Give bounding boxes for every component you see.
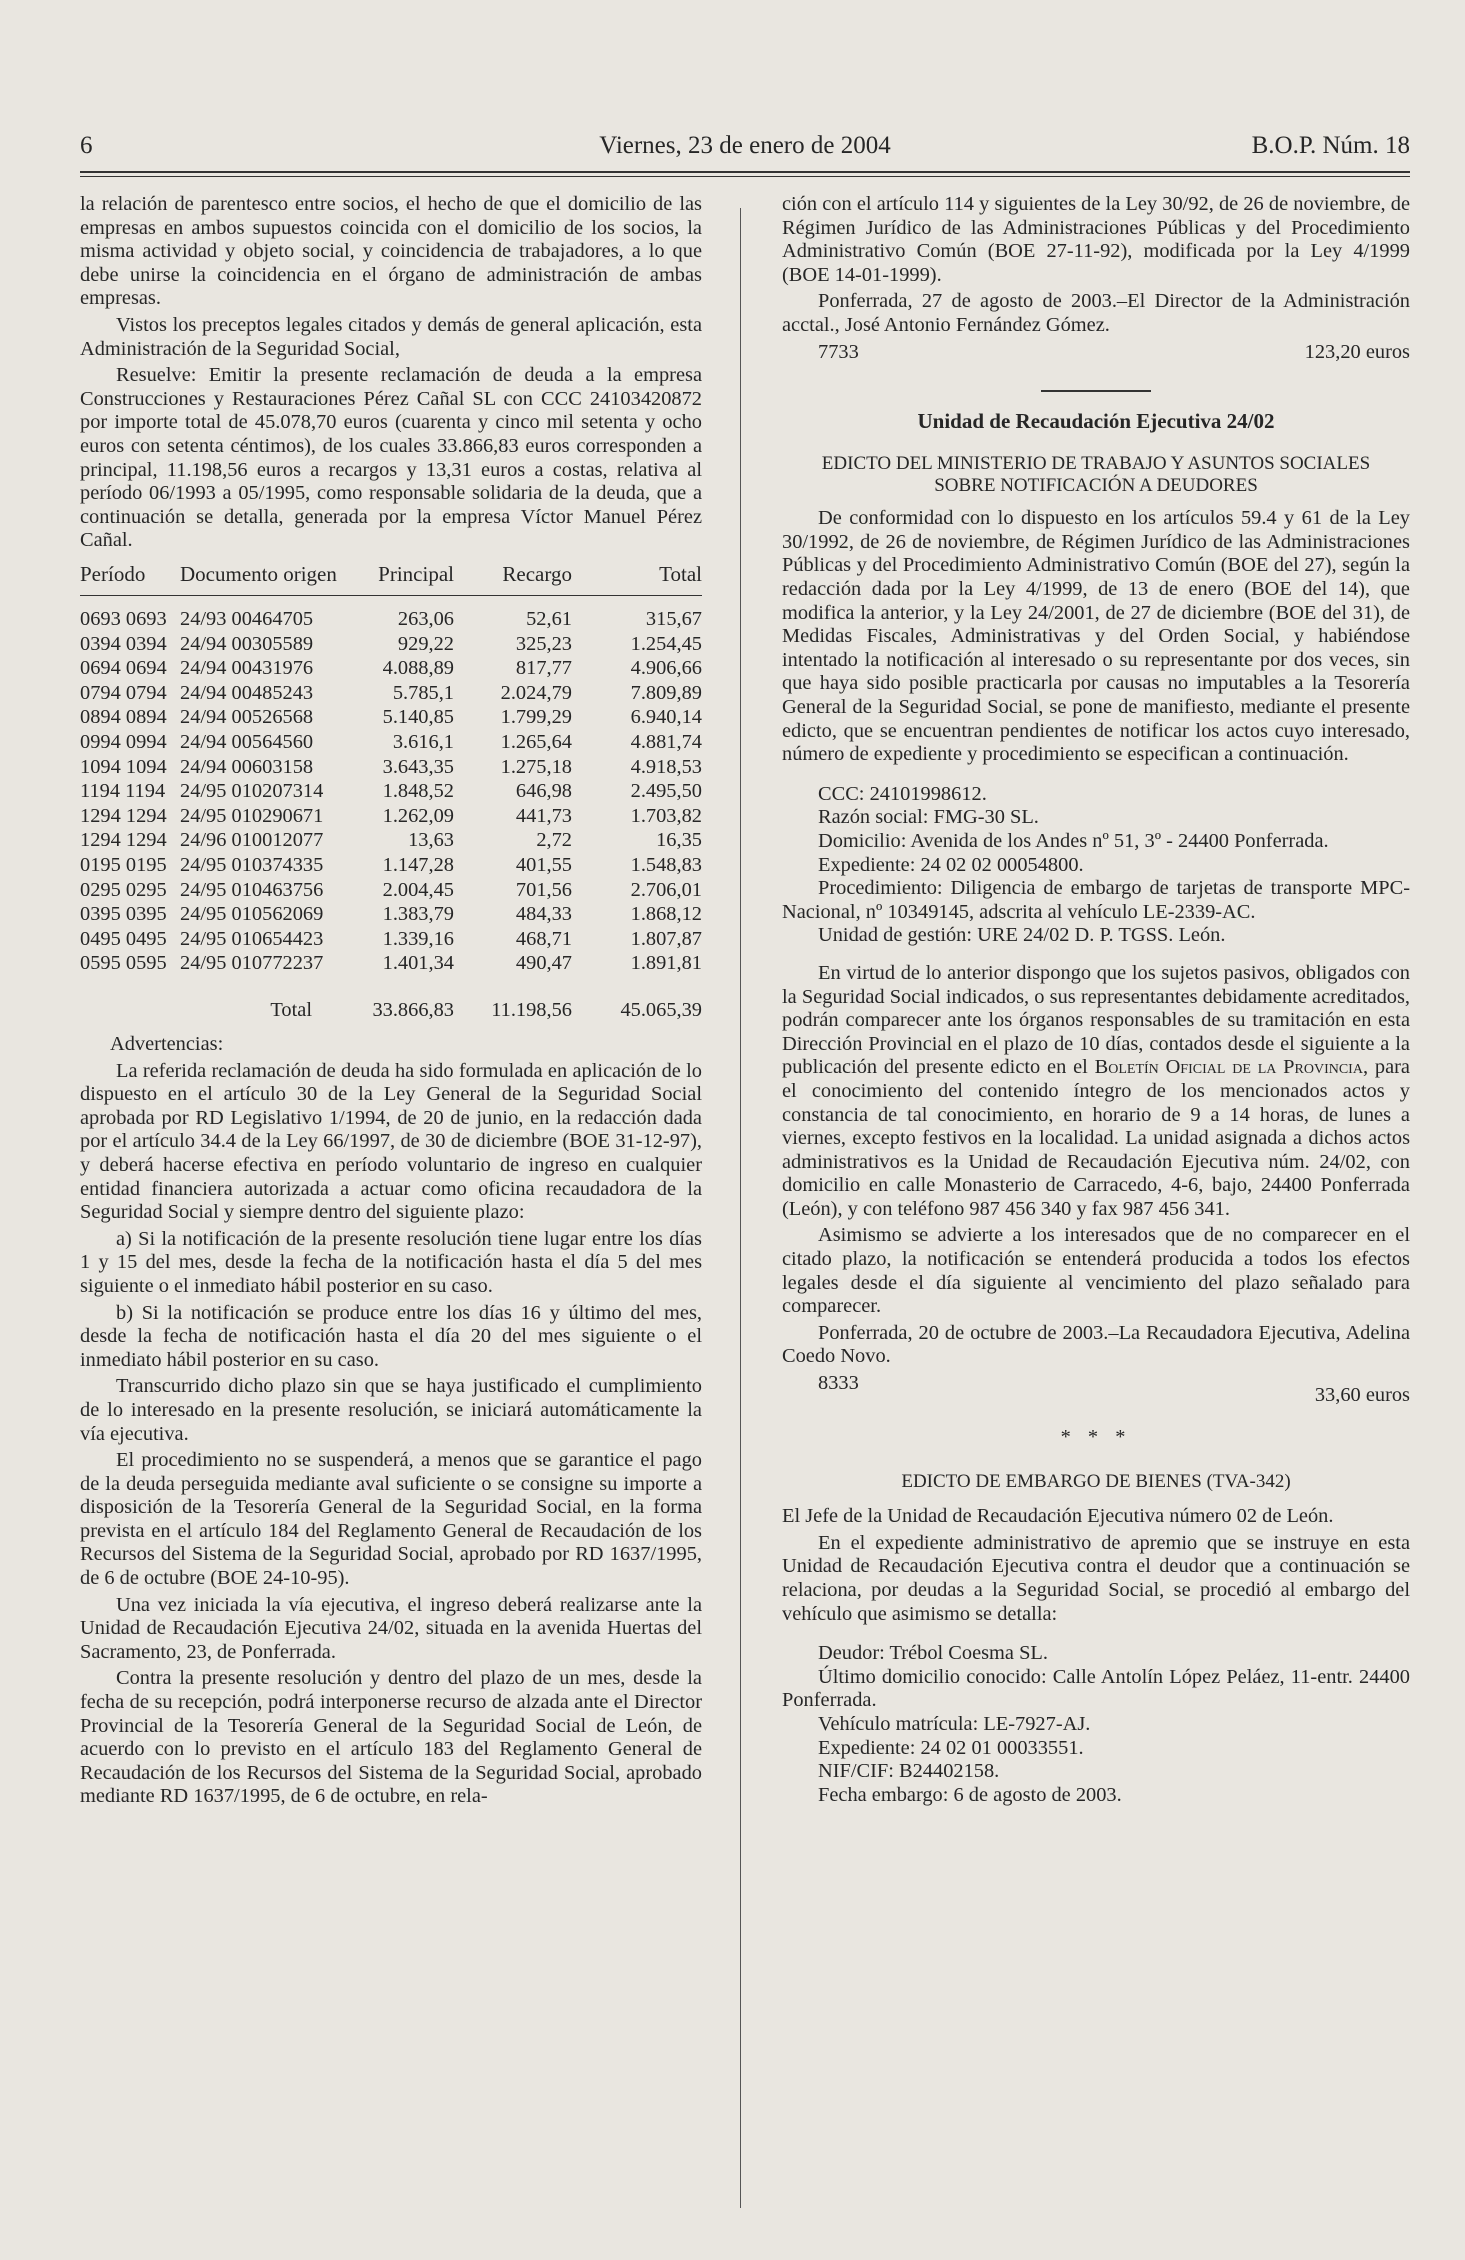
edict-2-title: EDICTO DE EMBARGO DE BIENES (TVA-342) — [901, 1471, 1291, 1493]
debt-table — [80, 563, 702, 1029]
cell-principal: 1.383,79 — [382, 903, 454, 926]
table-row — [80, 755, 702, 780]
edict-2-body: En el expediente administrativo de apremio que se instruye en esta Unidad de Recaudación Ejecutiva contra el deudor que a continuación se relaciona, por deudas a la Seguridad Social, se procedió al embargo del vehículo que asimismo se detalla: — [782, 1531, 1410, 1625]
table-row — [80, 681, 702, 706]
cell-principal: 1.401,34 — [382, 952, 454, 975]
cell-documento: 24/95 010207314 — [180, 780, 324, 803]
cell-total: 4.881,74 — [630, 730, 702, 753]
cell-total: 1.891,81 — [630, 952, 702, 975]
cell-recargo: 2.024,79 — [500, 681, 572, 704]
reference-1 — [782, 341, 1410, 365]
advertencia-paragraph: Una vez iniciada la vía ejecutiva, el ingreso deberá realizarse ante la Unidad de Recaudación Ejecutiva 24/02, situada en la avenida Huertas del Sacramento, 23, de Ponferrada. — [80, 1593, 702, 1663]
table-row — [80, 878, 702, 903]
intro-paragraph: Vistos los preceptos legales citados y demás de general aplicación, esta Administración de la Seguridad Social, — [80, 313, 702, 360]
column-divider — [740, 208, 741, 2208]
table-row — [80, 829, 702, 854]
publication-number: B.O.P. Núm. 18 — [1251, 132, 1410, 159]
detail-nif: NIF/CIF: B24402158. — [818, 1760, 1000, 1783]
detail-domicilio: Último domicilio conocido: Calle Antolín López Peláez, 11-entr. 24400 Ponferrada. — [782, 1665, 1410, 1712]
right-column — [782, 193, 1410, 1807]
cell-documento: 24/94 00564560 — [180, 730, 314, 753]
detail-razon-social: Razón social: FMG-30 SL. — [818, 806, 1039, 829]
advertencia-paragraph: b) Si la notificación se produce entre los días 16 y último del mes, desde la fecha de notificación hasta el día 20 del mes siguiente o el inmediato hábil posterior en su caso. — [80, 1301, 702, 1371]
cell-periodo: 0595 0595 — [80, 952, 167, 975]
total-total: 45.065,39 — [620, 998, 702, 1021]
total-principal: 33.866,83 — [372, 998, 454, 1021]
cell-principal: 13,63 — [408, 829, 454, 852]
cell-total: 315,67 — [645, 608, 702, 630]
cell-documento: 24/95 010654423 — [180, 927, 324, 950]
cell-recargo: 52,61 — [526, 608, 572, 630]
cell-recargo: 401,55 — [515, 853, 572, 876]
advertencia-paragraph: La referida reclamación de deuda ha sido formulada en aplicación de lo dispuesto en el artículo 30 de la Ley General de la Seguridad Social aprobada por RD Legislativo 1/1994, de 20 de junio, en la redacción dada por el artículo 34.4 de la Ley 66/1997, de 30 de diciembre (BOE 31-12-97), y deberá hacerse efectiva en período voluntario de ingreso en cualquier entidad financiera autorizada a actuar como oficina recaudadora de la Seguridad Social y siempre dentro del siguiente plazo: — [80, 1059, 702, 1224]
issue-date: Viernes, 23 de enero de 2004 — [599, 132, 891, 159]
edict-1-body: De conformidad con lo dispuesto en los artículos 59.4 y 61 de la Ley 30/1992, de 26 de noviembre, de Régimen Jurídico de las Administraciones Públicas y del Procedimiento Administrativo Común (BOE del 27), según la redacción dada por la Ley 4/1999, de 13 de enero (BOE del 14), que modifica la anterior, y la Ley 24/2001, de 27 de diciembre (BOE del 31), de Medidas Fiscales, Administrativas y del Orden Social, y habiéndose intentado la notificación al interesado o su representante por dos veces, sin que haya sido posible practicarla por causas no imputables a la Tesorería General de la Seguridad Social, se pone de manifiesto, mediante el presente edicto, que se encuentran pendientes de notificar los actos cuyo interesado, número de expediente y procedimiento se especifican a continuación. — [782, 507, 1410, 766]
cell-documento: 24/94 00485243 — [180, 681, 314, 704]
separator-stars: * * * — [1060, 1425, 1132, 1448]
table-total-row — [80, 976, 702, 1029]
cell-periodo: 0794 0794 — [80, 681, 167, 704]
edict-1-paragraph — [782, 962, 1410, 1222]
cell-documento: 24/94 00526568 — [180, 706, 314, 729]
cell-principal: 1.262,09 — [382, 804, 454, 827]
cell-documento: 24/93 00464705 — [180, 608, 314, 630]
cell-periodo: 0395 0395 — [80, 903, 167, 926]
cell-documento: 24/95 010772237 — [180, 952, 324, 975]
detail-expediente: Expediente: 24 02 01 00033551. — [818, 1736, 1084, 1759]
reference-amount: 33,60 euros — [1314, 1384, 1410, 1407]
col-header-periodo: Período — [80, 563, 180, 595]
cell-principal: 3.616,1 — [392, 730, 454, 753]
cell-periodo: 1294 1294 — [80, 804, 167, 827]
cell-recargo: 2,72 — [536, 829, 572, 852]
table-row — [80, 927, 702, 952]
cell-periodo: 0195 0195 — [80, 853, 167, 876]
col-header-recargo: Recargo — [454, 563, 572, 595]
paragraph-text: , para el conocimiento del contenido íntegro de los mencionados actos y constancia de tal conocimiento, en horario de 9 a 14 horas, de lunes a viernes, excepto festivos en la localidad. La unidad asignada a dichos actos administrativos es la Unidad de Recaudación Ejecutiva núm. 24/02, con domicilio en calle Monasterio de Carracedo, 4-6, bajo, 24400 Ponferrada (León), y con teléfono 987 456 340 y fax 987 456 341. — [782, 1056, 1410, 1220]
edict-1-title-line: EDICTO DEL MINISTERIO DE TRABAJO Y ASUNTOS SOCIALES — [821, 453, 1371, 475]
intro-paragraph: la relación de parentesco entre socios, el hecho de que el domicilio de las empresas en ambos supuestos coincida con el domicilio de los socios, la misma actividad y objeto social, y coincidencia de trabajadores, a lo que debe unirse la coincidencia en el órgano de administración de ambas empresas. — [80, 193, 702, 310]
detail-domicilio: Domicilio: Avenida de los Andes nº 51, 3º - 24400 Ponferrada. — [818, 829, 1329, 852]
cell-recargo: 484,33 — [515, 903, 572, 926]
cell-periodo: 0694 0694 — [80, 657, 167, 680]
edict-2-intro: El Jefe de la Unidad de Recaudación Ejecutiva número 02 de León. — [782, 1505, 1334, 1528]
edict-1-title — [782, 453, 1410, 497]
table-row — [80, 903, 702, 928]
cell-total: 6.940,14 — [630, 706, 702, 729]
cell-principal: 263,06 — [397, 608, 454, 630]
detail-ccc: CCC: 24101998612. — [818, 782, 987, 805]
cell-documento: 24/94 00305589 — [180, 632, 314, 655]
reference-2 — [782, 1372, 1410, 1407]
cell-recargo: 1.799,29 — [500, 706, 572, 729]
cell-total: 1.807,87 — [630, 927, 702, 950]
signature-1: Ponferrada, 27 de agosto de 2003.–El Director de la Administración acctal., José Antonio Fernández Gómez. — [782, 290, 1410, 336]
table-row — [80, 804, 702, 829]
cell-total: 4.918,53 — [630, 755, 702, 778]
table-row — [80, 952, 702, 977]
cell-total: 2.495,50 — [630, 780, 702, 803]
table-row — [80, 730, 702, 755]
cell-documento: 24/95 010562069 — [180, 903, 324, 926]
bulletin-name: Boletín Oficial de la Provincia — [1094, 1056, 1363, 1079]
cell-total: 16,35 — [656, 829, 702, 852]
col-header-total: Total — [572, 563, 702, 595]
resolution-paragraph: Resuelve: Emitir la presente reclamación de deuda a la empresa Construcciones y Restauraciones Pérez Cañal SL con CCC 24103420872 por importe total de 45.078,70 euros (cuarenta y cinco mil setenta y ocho euros con setenta céntimos), de los cuales 33.866,83 euros corresponden a principal, 11.198,56 euros a recargos y 13,31 euros a costas, relativa al período 06/1993 a 05/1995, como responsable solidaria de la deuda, que a continuación se detalla, generada por la empresa Víctor Manuel Pérez Cañal. — [80, 364, 702, 552]
table-row — [80, 657, 702, 682]
detail-matricula: Vehículo matrícula: LE-7927-AJ. — [818, 1712, 1091, 1735]
section-divider — [1041, 390, 1151, 392]
detail-fecha-embargo: Fecha embargo: 6 de agosto de 2003. — [818, 1783, 1122, 1806]
detail-procedimiento: Procedimiento: Diligencia de embargo de tarjetas de transporte MPC-Nacional, nº 10349145, adscrita al vehículo LE-2339-AC. — [782, 877, 1410, 923]
cell-total: 1.703,82 — [630, 804, 702, 827]
total-label: Total — [270, 998, 312, 1021]
cell-periodo: 0994 0994 — [80, 730, 167, 753]
page-number: 6 — [80, 132, 93, 159]
advertencia-paragraph: Transcurrido dicho plazo sin que se haya justificado el cumplimiento de lo interesado en la presente resolución, se iniciará automáticamente la vía ejecutiva. — [80, 1375, 702, 1445]
cell-periodo: 1294 1294 — [80, 829, 167, 852]
cell-principal: 1.339,16 — [382, 927, 454, 950]
edict-1-paragraph: Asimismo se advierte a los interesados que de no comparecer en el citado plazo, la notificación se entenderá producida a todos los efectos legales desde el día siguiente al vencimiento del plazo señalado para comparecer. — [782, 1224, 1410, 1318]
page-header — [80, 132, 1410, 166]
col-header-documento: Documento origen — [180, 563, 338, 595]
cell-periodo: 1094 1094 — [80, 755, 167, 778]
cell-total: 1.254,45 — [630, 632, 702, 655]
cell-principal: 4.088,89 — [382, 657, 454, 680]
detail-expediente: Expediente: 24 02 02 00054800. — [818, 853, 1084, 876]
continuation-paragraph: ción con el artículo 114 y siguientes de la Ley 30/92, de 26 de noviembre, de Régimen Jurídico de las Administraciones Públicas y del Procedimiento Administrativo Común (BOE 27-11-92), modificada por la Ley 4/1999 (BOE 14-01-1999). — [782, 193, 1410, 286]
cell-periodo: 0495 0495 — [80, 927, 167, 950]
total-recargo: 11.198,56 — [491, 998, 572, 1021]
table-header-row — [80, 563, 702, 595]
cell-total: 2.706,01 — [630, 878, 702, 901]
edict-1-signature: Ponferrada, 20 de octubre de 2003.–La Recaudadora Ejecutiva, Adelina Coedo Novo. — [782, 1321, 1410, 1368]
section-title: Unidad de Recaudación Ejecutiva 24/02 — [917, 408, 1275, 433]
col-header-principal: Principal — [338, 563, 454, 595]
advertencia-paragraph: Contra la presente resolución y dentro del plazo de un mes, desde la fecha de su recepción, podrá interponerse recurso de alzada ante el Director Provincial de la Tesorería General de la Seguridad Social de León, de acuerdo con lo previsto en el artículo 183 del Reglamento General de Recaudación de los Recursos del Sistema de la Seguridad Social, aprobado mediante RD 1637/1995, de 6 de octubre, en rela- — [80, 1667, 702, 1808]
cell-principal: 5.140,85 — [382, 706, 454, 729]
reference-amount: 123,20 euros — [1304, 340, 1410, 363]
cell-principal: 1.147,28 — [382, 853, 454, 876]
table-row — [80, 632, 702, 657]
cell-periodo: 1194 1194 — [80, 780, 166, 803]
cell-principal: 1.848,52 — [382, 780, 454, 803]
cell-documento: 24/94 00603158 — [180, 755, 314, 778]
cell-recargo: 468,71 — [515, 927, 572, 950]
paragraph-text: En virtud de lo anterior dispongo que los sujetos pasivos, obligados con la Seguridad Social indicados, o sus representantes debidamente acreditados, podrán comparecer ante los órganos responsables de su tramitación en esta Dirección Provincial en el plazo de 10 días, contados desde el siguiente a la publicación del presente edicto en el — [782, 961, 1410, 1079]
cell-documento: 24/95 010463756 — [180, 878, 324, 901]
cell-periodo: 0295 0295 — [80, 878, 167, 901]
cell-recargo: 1.265,64 — [500, 730, 572, 753]
cell-recargo: 325,23 — [515, 632, 572, 655]
table-row — [80, 853, 702, 878]
cell-principal: 5.785,1 — [392, 681, 454, 704]
reference-number: 7733 — [818, 340, 859, 363]
cell-periodo: 0894 0894 — [80, 706, 167, 729]
table-row — [80, 595, 702, 632]
detail-deudor: Deudor: Trébol Coesma SL. — [818, 1642, 1048, 1665]
header-rule-thin — [80, 176, 1410, 177]
cell-periodo: 0394 0394 — [80, 632, 167, 655]
cell-recargo: 1.275,18 — [500, 755, 572, 778]
cell-documento: 24/94 00431976 — [180, 657, 314, 680]
cell-total: 1.548,83 — [630, 853, 702, 876]
header-rule — [80, 171, 1410, 173]
cell-recargo: 490,47 — [515, 952, 572, 975]
cell-recargo: 646,98 — [515, 780, 572, 803]
left-column — [80, 193, 702, 1812]
reference-number: 8333 — [818, 1372, 859, 1395]
cell-periodo: 0693 0693 — [80, 608, 167, 630]
cell-recargo: 441,73 — [515, 804, 572, 827]
cell-total: 1.868,12 — [630, 903, 702, 926]
cell-recargo: 701,56 — [515, 878, 572, 901]
cell-principal: 2.004,45 — [382, 878, 454, 901]
table-row — [80, 706, 702, 731]
advertencia-paragraph: El procedimiento no se suspenderá, a menos que se garantice el pago de la deuda perseguida mediante aval suficiente o se consigne su importe a disposición de la Tesorería General de la Seguridad Social, en la forma prevista en el artículo 184 del Reglamento General de Recaudación de los Recursos del Sistema de la Seguridad Social, aprobado por RD 1637/1995, de 6 de octubre (BOE 24-10-95). — [80, 1449, 702, 1590]
cell-total: 7.809,89 — [630, 681, 702, 704]
cell-recargo: 817,77 — [515, 657, 572, 680]
cell-total: 4.906,66 — [630, 657, 702, 680]
advertencias-heading: Advertencias: — [110, 1033, 224, 1055]
cell-documento: 24/96 010012077 — [180, 829, 324, 852]
table-row — [80, 780, 702, 805]
advertencia-paragraph: a) Si la notificación de la presente resolución tiene lugar entre los días 1 y 15 del mes, desde la fecha de la notificación hasta el día 5 del mes siguiente o el inmediato hábil posterior en su caso. — [80, 1227, 702, 1297]
cell-documento: 24/95 010374335 — [180, 853, 324, 876]
detail-unidad: Unidad de gestión: URE 24/02 D. P. TGSS. León. — [818, 924, 1226, 947]
cell-principal: 929,22 — [397, 632, 454, 655]
edict-1-title-line: SOBRE NOTIFICACIÓN A DEUDORES — [934, 475, 1258, 497]
cell-principal: 3.643,35 — [382, 755, 454, 778]
cell-documento: 24/95 010290671 — [180, 804, 324, 827]
